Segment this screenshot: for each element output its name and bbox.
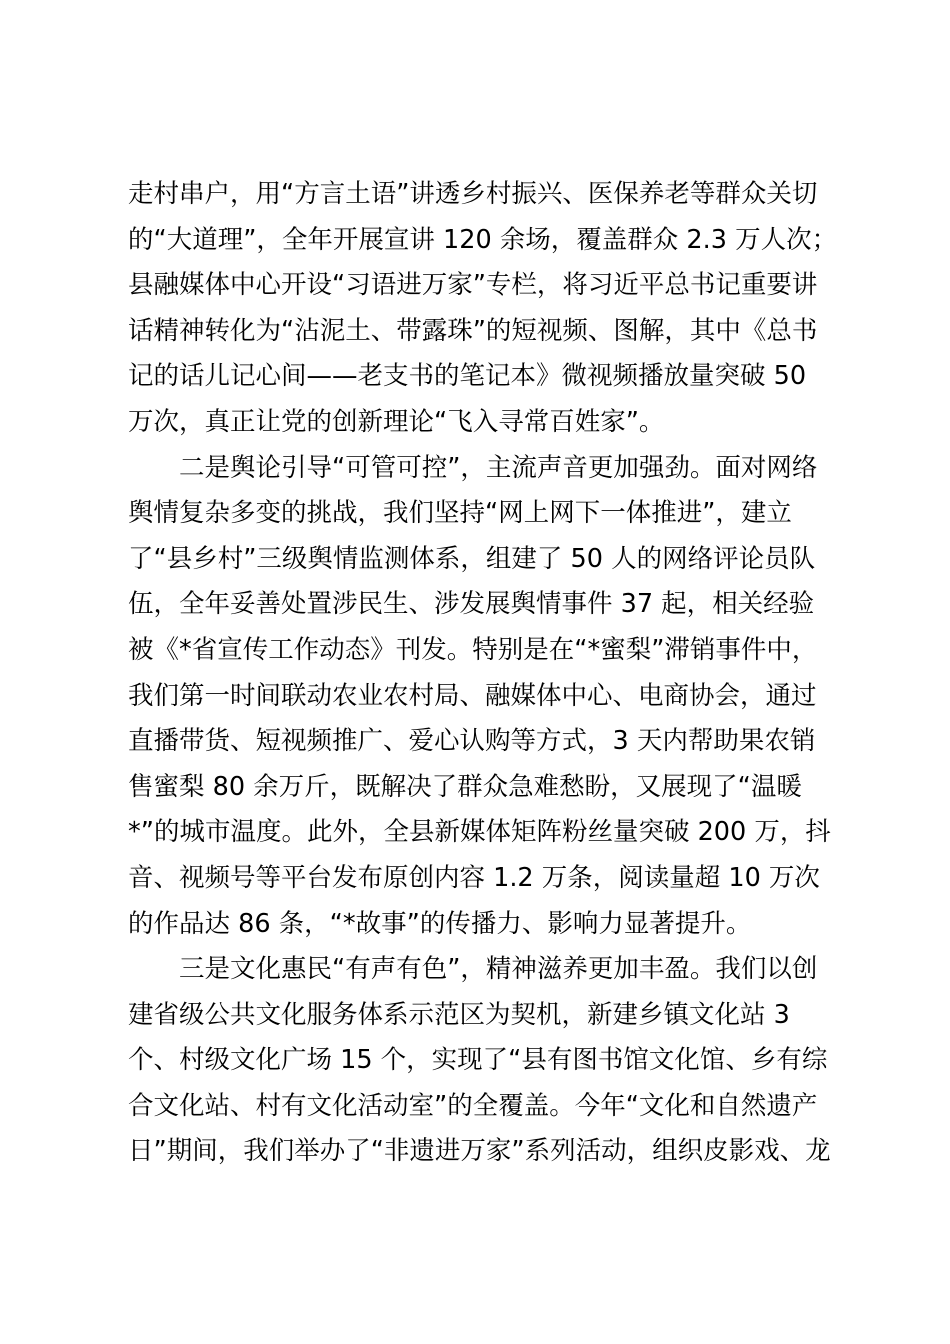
text-line: 合文化站、村有文化活动室”的全覆盖。今年“文化和自然遗产 (128, 1090, 818, 1121)
text-line: 话精神转化为“沾泥土、带露珠”的短视频、图解，其中《总书 (128, 315, 818, 346)
text-line: 个、村级文化广场 15 个，实现了“县有图书馆文化馆、乡有综 (128, 1045, 828, 1076)
text-line: 了“县乡村”三级舆情监测体系，组建了 50 人的网络评论员队 (128, 543, 816, 574)
text-line: 的作品达 86 条，“*故事”的传播力、影响力显著提升。 (128, 908, 752, 939)
text-line: 走村串户，用“方言土语”讲透乡村振兴、医保养老等群众关切 (128, 179, 818, 209)
text-line: 我们第一时间联动农业农村局、融媒体中心、电商协会，通过 (128, 680, 817, 711)
body-text (128, 172, 838, 1175)
text-line: 伍，全年妥善处置涉民生、涉发展舆情事件 37 起，相关经验 (128, 589, 815, 620)
text-line: 建省级公共文化服务体系示范区为契机，新建乡镇文化站 3 (128, 999, 790, 1030)
text-line: 售蜜梨 80 余万斤，既解决了群众急难愁盼，又展现了“温暖 (128, 771, 802, 802)
text-line: *”的城市温度。此外，全县新媒体矩阵粉丝量突破 200 万，抖 (128, 817, 831, 848)
text-line: 舆情复杂多变的挑战，我们坚持“网上网下一体推进”，建立 (128, 498, 792, 529)
paragraph-start-line: 二是舆论引导“可管可控”，主流声音更加强劲。面对网络 (179, 452, 818, 483)
text-line: 万次，真正让党的创新理论“飞入寻常百姓家”。 (128, 406, 665, 437)
text-line: 日”期间，我们举办了“非遗进万家”系列活动，组织皮影戏、龙 (128, 1136, 831, 1167)
paragraph-start-line: 三是文化惠民“有声有色”，精神滋养更加丰盈。我们以创 (179, 954, 818, 985)
text-line: 的“大道理”，全年开展宣讲 120 余场，覆盖群众 2.3 万人次； (128, 224, 838, 255)
text-line: 记的话儿记心间——老支书的笔记本》微视频播放量突破 50 (128, 361, 807, 392)
text-line: 县融媒体中心开设“习语进万家”专栏，将习近平总书记重要讲 (128, 270, 818, 301)
text-line: 音、视频号等平台发布原创内容 1.2 万条，阅读量超 10 万次 (128, 862, 820, 893)
text-line: 直播带货、短视频推广、爱心认购等方式，3 天内帮助果农销 (128, 726, 816, 757)
text-line: 被《*省宣传工作动态》刊发。特别是在“*蜜梨”滞销事件中， (128, 634, 818, 665)
